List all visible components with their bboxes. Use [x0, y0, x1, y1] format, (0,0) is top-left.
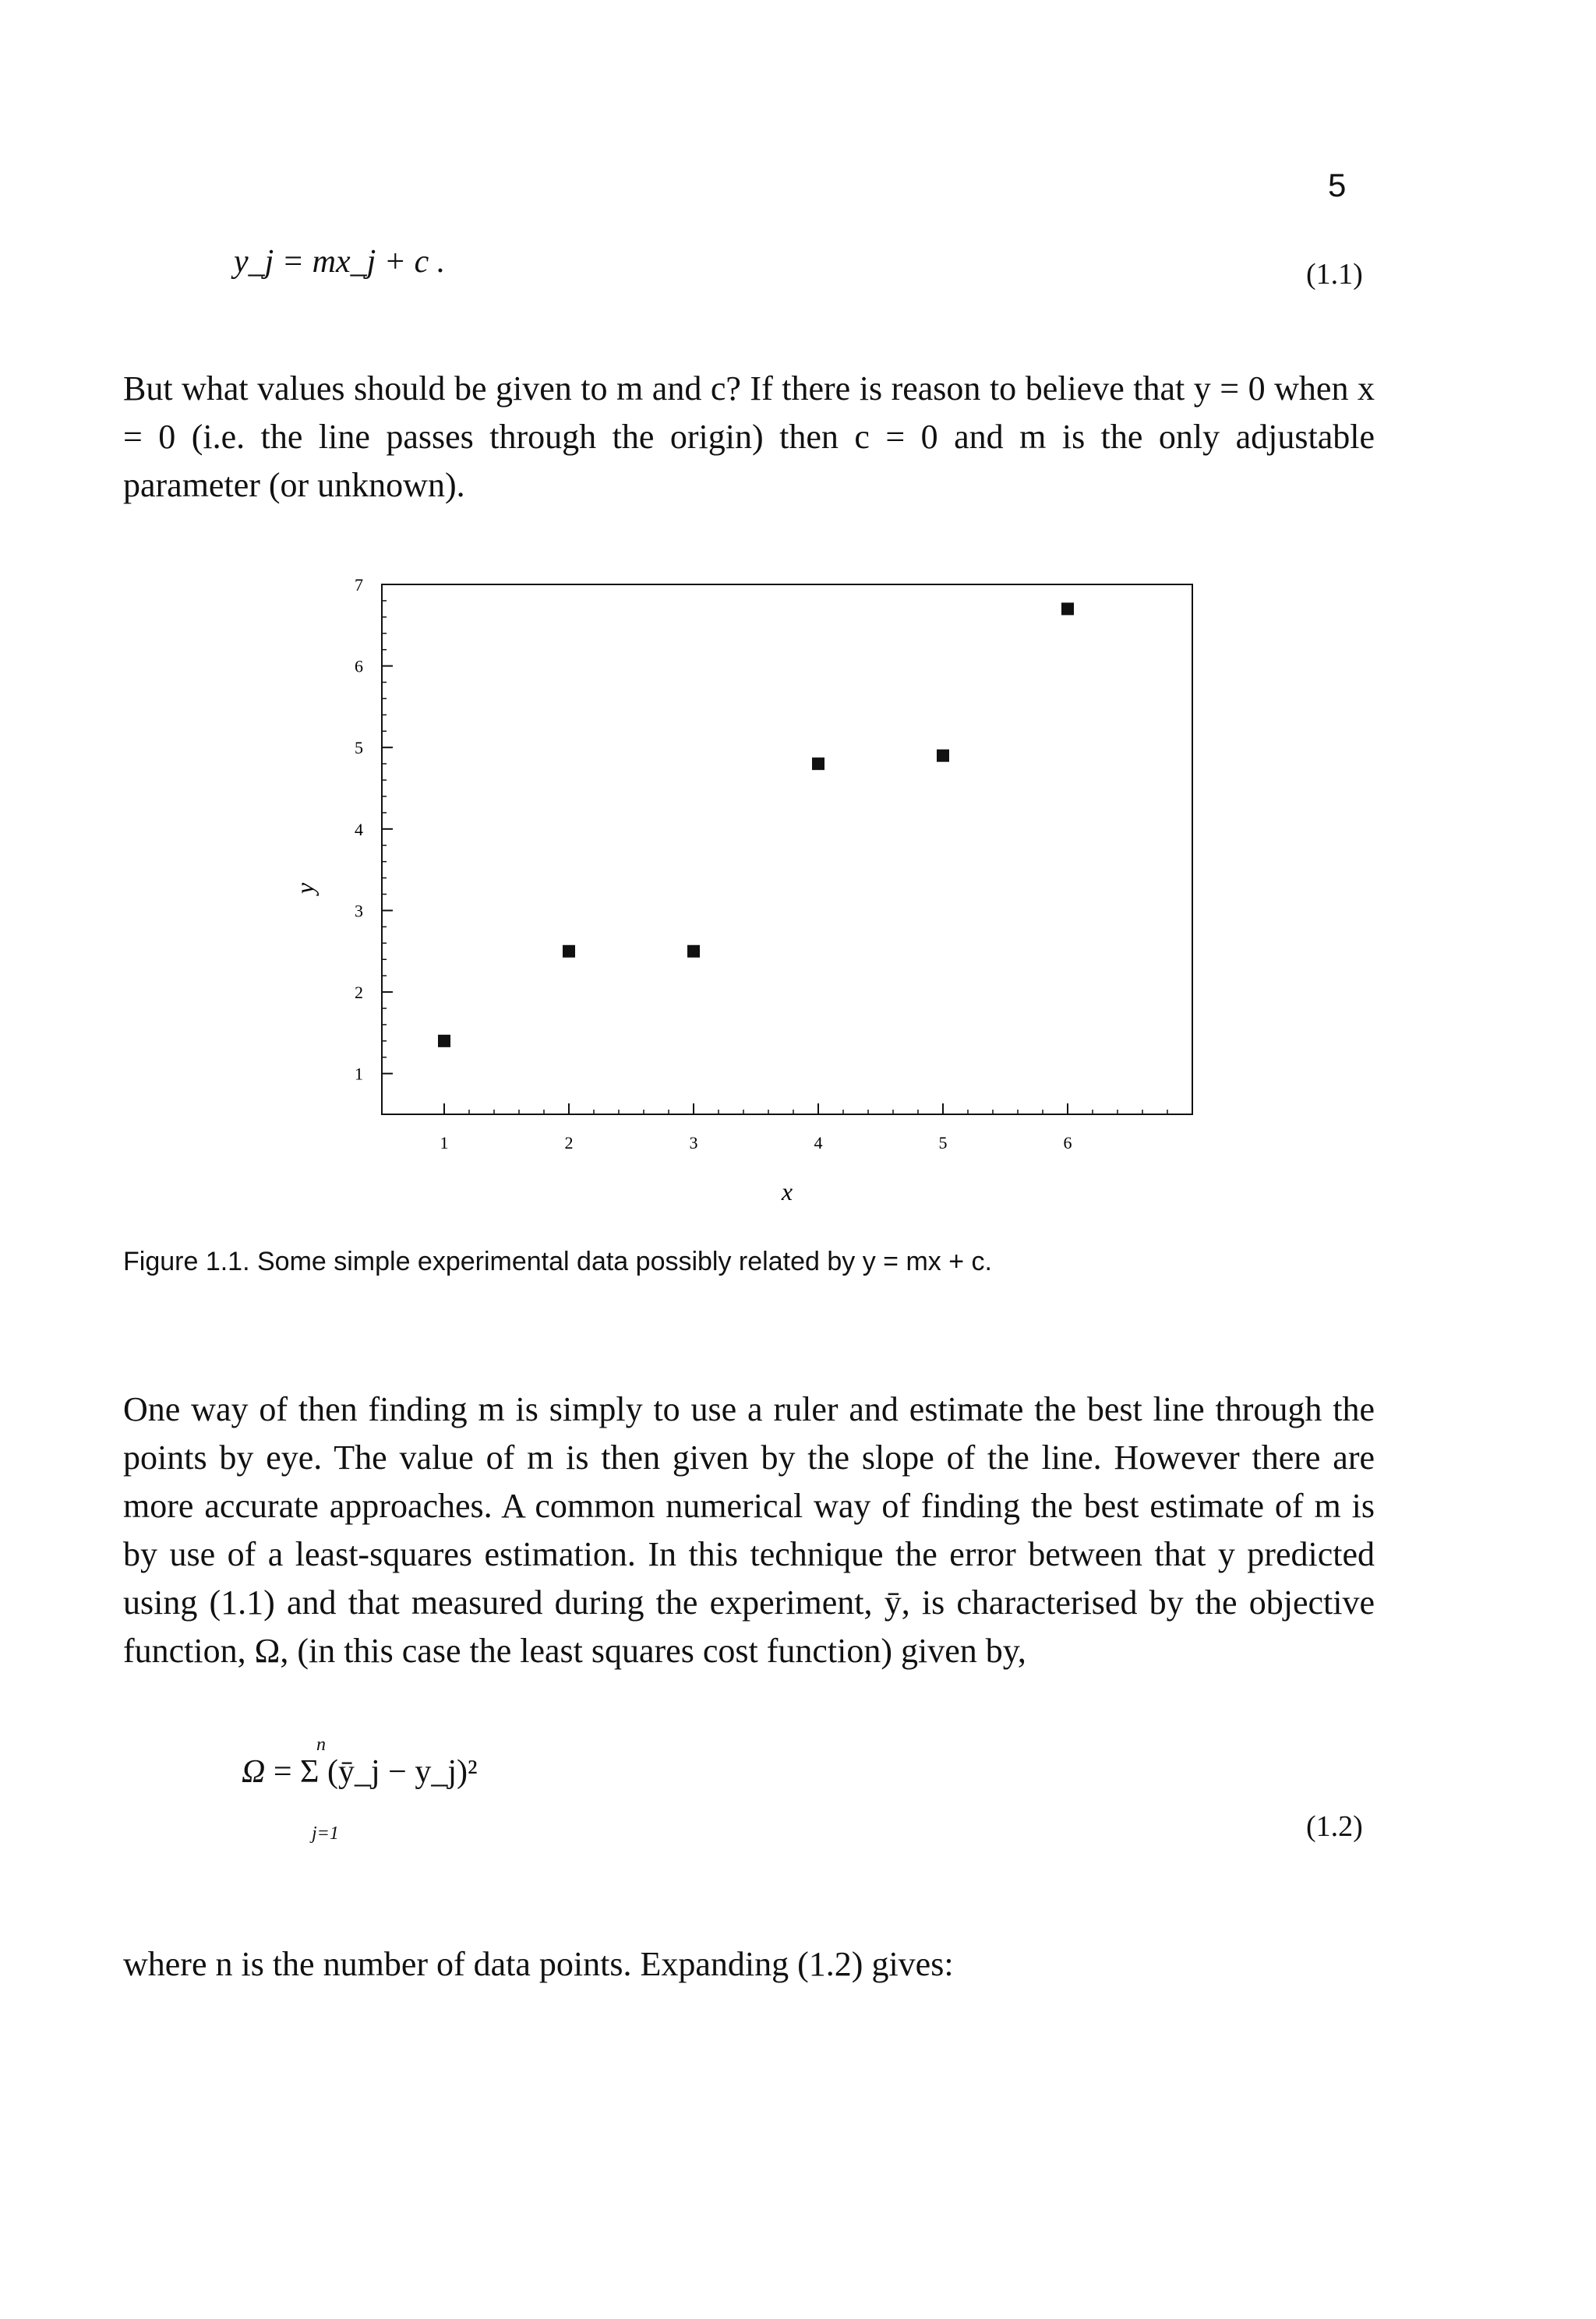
x-axis-label: x [781, 1177, 793, 1205]
y-tick-label: 7 [355, 575, 363, 595]
x-tick-label: 3 [689, 1133, 698, 1152]
data-point [687, 945, 700, 958]
x-tick-label: 6 [1063, 1133, 1072, 1152]
x-tick-label: 5 [938, 1133, 948, 1152]
figure-1-1 [291, 561, 1231, 1205]
x-tick-label: 1 [440, 1133, 449, 1152]
paragraph-3: where n is the number of data points. Expanding (1.2) gives: [123, 1945, 954, 1983]
data-point [438, 1035, 450, 1047]
x-tick-label: 2 [564, 1133, 574, 1152]
scatter-chart [291, 561, 1231, 1205]
y-tick-label: 4 [355, 819, 363, 839]
equation-1-2-body: = Σ (ȳ_j − y_j)² [273, 1754, 478, 1790]
y-axis-label: y [291, 882, 319, 895]
page-number: 5 [1328, 167, 1347, 203]
plot-frame [382, 584, 1192, 1114]
y-tick-label: 2 [355, 983, 363, 1003]
equation-1-2-lhs: Ω [242, 1754, 266, 1790]
y-tick-label: 1 [355, 1064, 363, 1084]
data-point [937, 750, 949, 762]
figure-caption: Figure 1.1. Some simple experimental data possibly related by y = mx + c. [123, 1247, 992, 1276]
equation-1-2-upper-limit: n [316, 1735, 326, 1755]
equation-1-1 [234, 243, 445, 281]
paragraph-1: But what values should be given to m and c? If there is reason to believe that y = 0 when x = 0 (i.e. the line passes through the origin) then c = 0 and m is the only adjustable parameter (or unknown). [123, 369, 1375, 504]
y-tick-label: 6 [355, 656, 363, 676]
equation-1-2 [242, 1735, 478, 1844]
data-point [812, 757, 824, 770]
data-point [563, 945, 575, 958]
x-tick-label: 4 [814, 1133, 823, 1152]
equation-1-1-label: (1.1) [1306, 258, 1363, 291]
y-tick-label: 3 [355, 901, 363, 921]
paragraph-2: One way of then finding m is simply to use a ruler and estimate the best line through the points by eye. The value of m is then given by the slope of the line. However there are more accurate approaches. A common numerical way of finding the best estimate of m is by use of a least-squares estimation. In this technique the error between that y predicted using (1.1) and that measured during the experiment, ȳ, is characterised by the objective function, Ω, (in this case the least squares cost function) given by, [123, 1390, 1375, 1670]
y-tick-label: 5 [355, 738, 363, 758]
equation-1-1-text: y_j = mx_j + c . [234, 244, 446, 280]
equation-1-2-label: (1.2) [1306, 1810, 1363, 1843]
equation-1-2-lower-limit: j=1 [312, 1823, 339, 1844]
data-point [1061, 602, 1074, 615]
